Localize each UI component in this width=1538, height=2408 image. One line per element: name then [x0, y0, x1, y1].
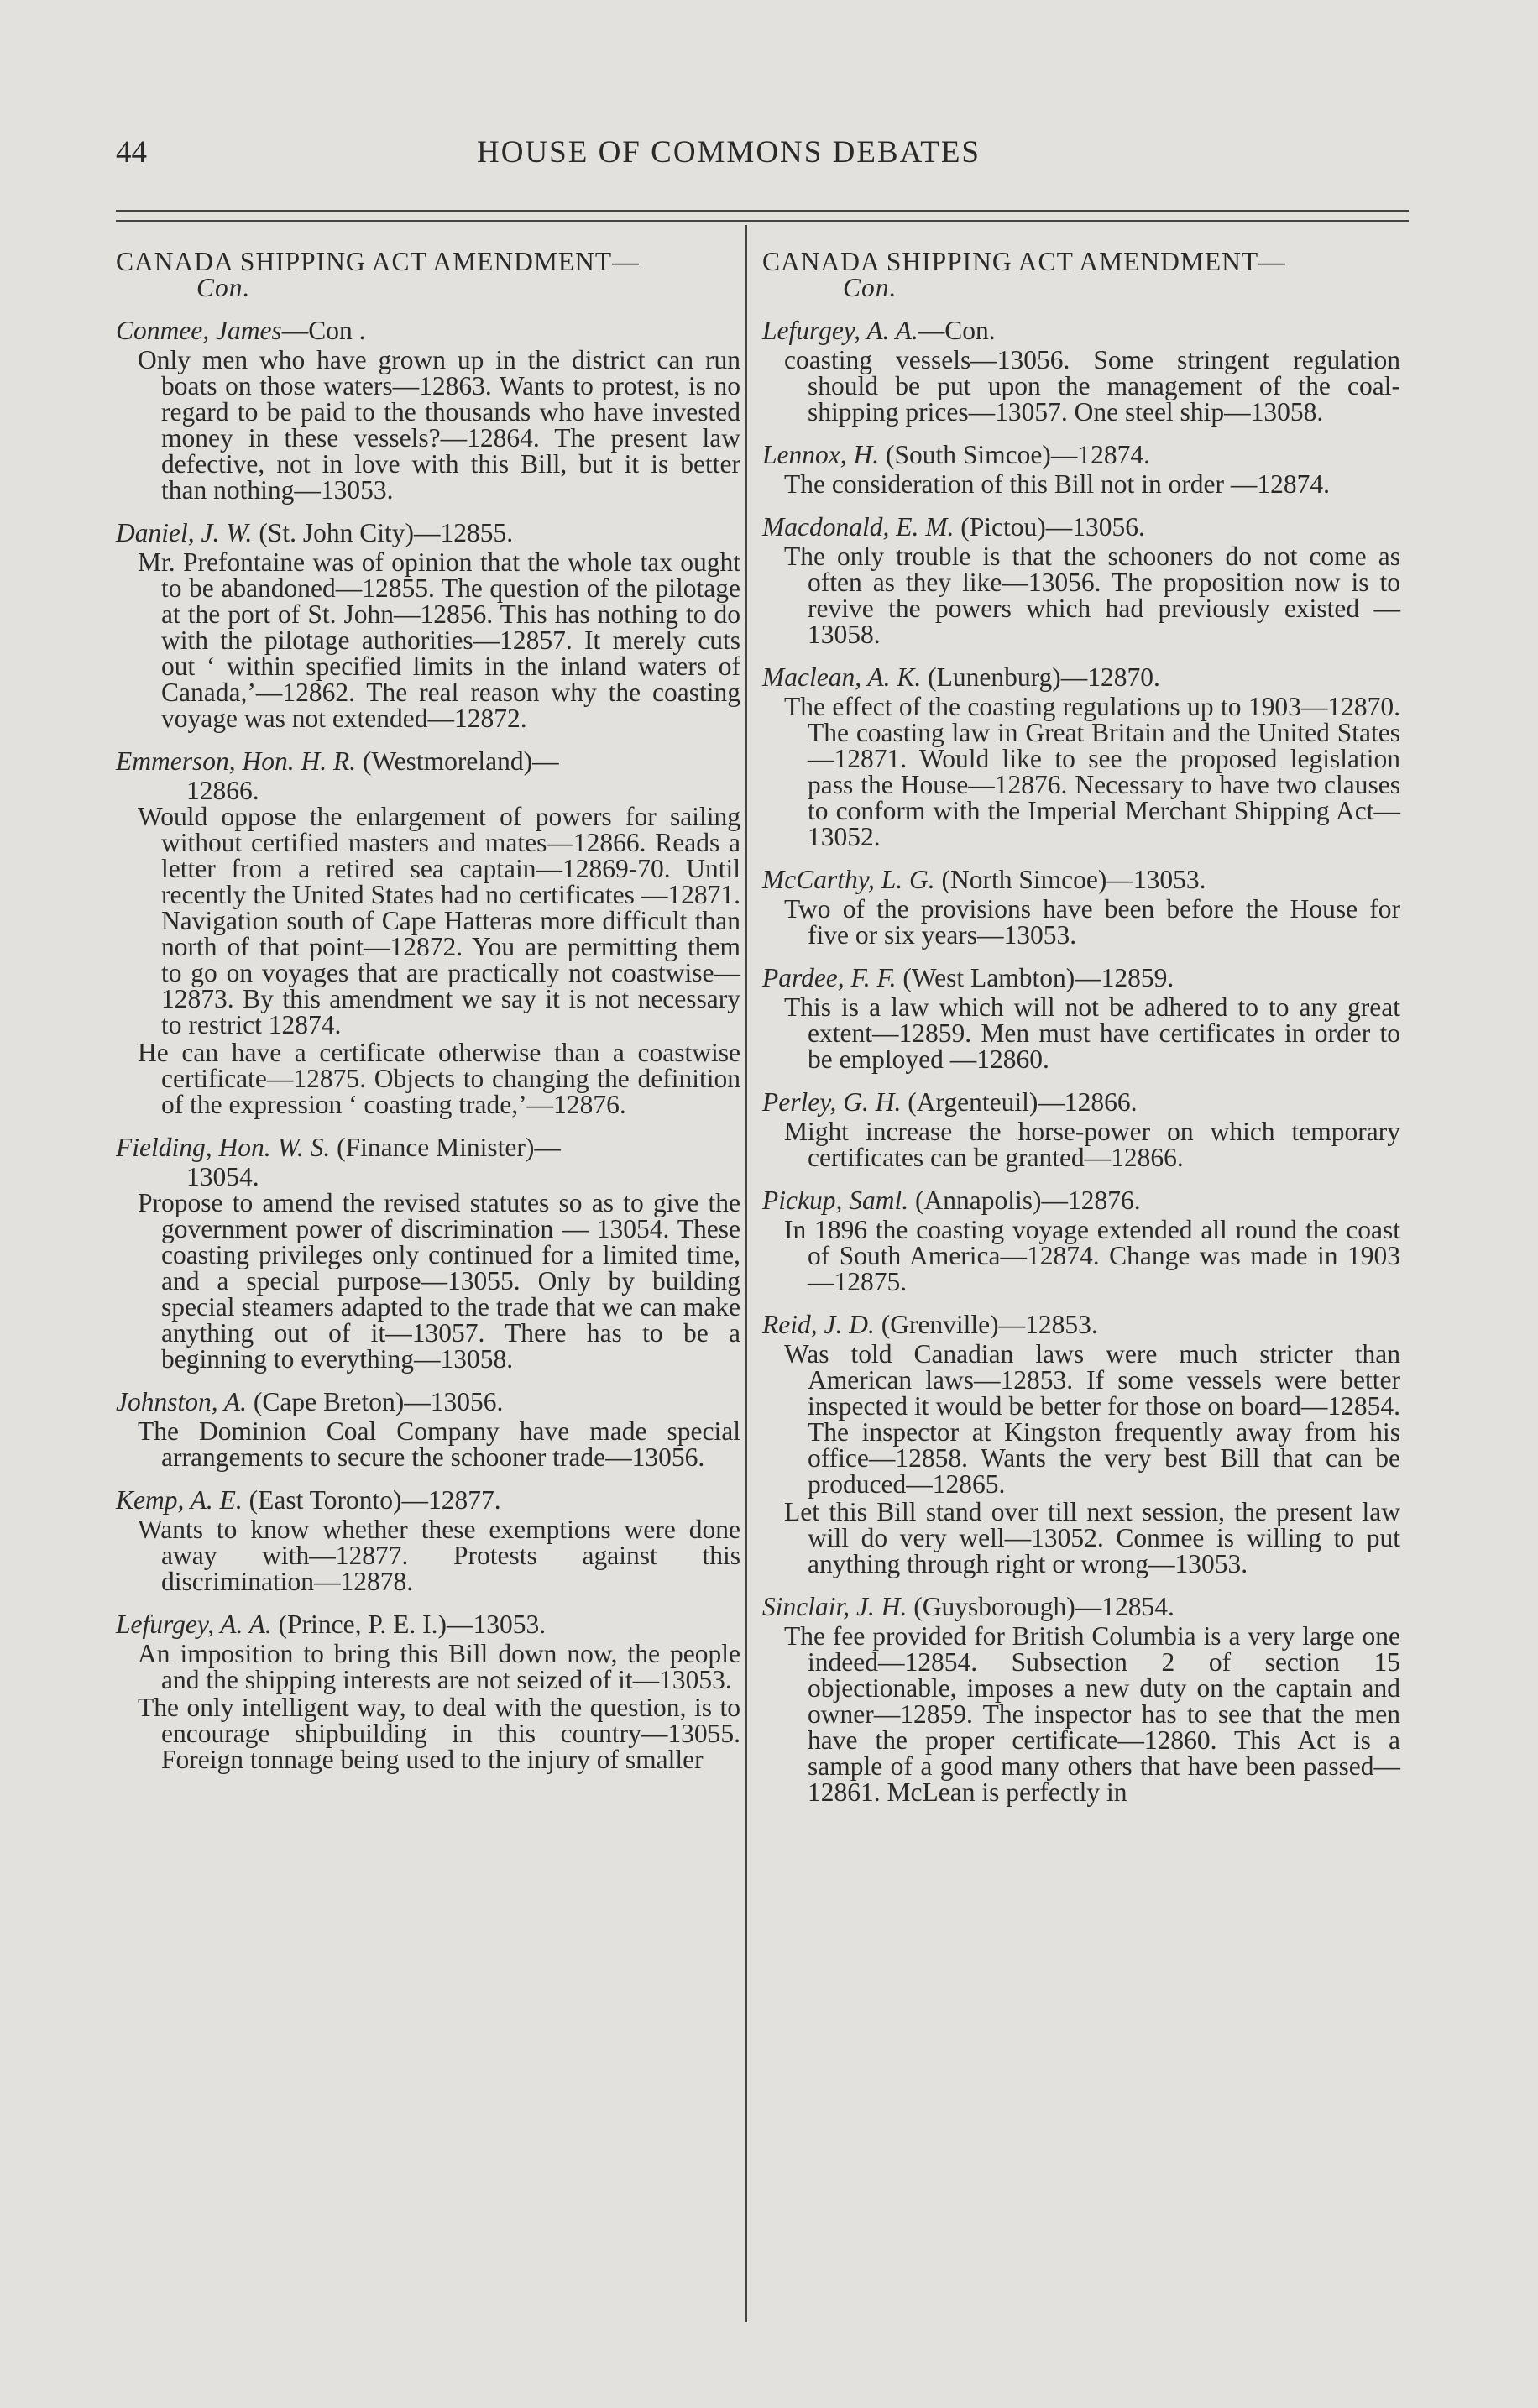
- entry-heading: [116, 748, 740, 774]
- index-entry: [762, 317, 1400, 425]
- index-entry: [116, 317, 740, 503]
- entry-text: Propose to amend the revised statutes so as to give the government power of discrimination — 13054. These coasting privileges only continued for a limited time, and a special purpose—13055. Only by building special steamers adapted to the trade that we can make anything out of it—13057. There has to be a beginning to everything—13058.: [138, 1188, 740, 1374]
- section-heading: CANADA SHIPPING ACT AMENDMENT— Con.: [116, 247, 640, 302]
- entry-text: The fee provided for British Columbia is a very large one indeed—12854. Subsection 2 of section 15 objectionable, imposes a new duty on the captain and owner—12859. The inspector has to see that the men have the proper certificate—12860. This Act is a sample of a good many others that have been passed—12861. McLean is perfectly in: [784, 1621, 1400, 1807]
- member-name: Reid, J. D.: [762, 1310, 875, 1339]
- member-name: Sinclair, J. H.: [762, 1592, 908, 1621]
- member-name: Kemp, A. E.: [116, 1485, 243, 1515]
- member-details: (West Lambton)—12859.: [896, 963, 1174, 992]
- entry-heading: [762, 1089, 1400, 1115]
- member-details-continued: 13054.: [186, 1162, 259, 1191]
- entry-text: The consideration of this Bill not in order —12874.: [784, 469, 1331, 499]
- entry-text: Would oppose the enlargement of powers for sailing without certified masters and mates—12866. Reads a letter from a retired sea captain—12869-70. Until recently the United States had no certificates —12871. Navigation south of Cape Hatteras more difficult than north of that point—12872. You are permitting them to go on voyages that are practically not coastwise—12873. By this amendment we say it is not necessary to restrict 12874.: [138, 802, 740, 1039]
- member-name: Perley, G. H.: [762, 1087, 902, 1117]
- member-details: (St. John City)—12855.: [252, 518, 514, 547]
- member-details: (South Simcoe)—12874.: [879, 440, 1150, 469]
- member-name: Maclean, A. K.: [762, 662, 922, 692]
- member-details: (Guysborough)—12854.: [907, 1592, 1174, 1621]
- entry-text: In 1896 the coasting voyage extended all round the coast of South America—12874. Change was made in 1903—12875.: [784, 1215, 1400, 1296]
- member-name: Johnston, A.: [116, 1387, 248, 1416]
- member-details: (Lunenburg)—12870.: [921, 662, 1160, 692]
- index-entry: [116, 520, 740, 731]
- header-rule-bottom: [116, 220, 1409, 222]
- entry-heading: [762, 442, 1400, 468]
- entry-text: Might increase the horse-power on which temporary certificates can be granted—12866.: [784, 1117, 1400, 1172]
- member-name: Lefurgey, A. A.: [762, 316, 918, 345]
- member-name: Pardee, F. F.: [762, 963, 897, 992]
- member-name: Emmerson, Hon. H. R.: [116, 746, 357, 776]
- member-name: Fielding, Hon. W. S.: [116, 1133, 331, 1162]
- member-details: (Westmoreland)—: [356, 746, 559, 776]
- entry-text: He can have a certificate otherwise than a coastwise certificate—12875. Objects to changing the definition of the expression ‘ coasting trade,’—12876.: [138, 1038, 740, 1119]
- index-entry: [762, 514, 1400, 647]
- member-details: (North Simcoe)—13053.: [934, 865, 1206, 894]
- page-number: 44: [116, 135, 147, 170]
- column-divider: [745, 225, 747, 2322]
- member-name: Pickup, Saml.: [762, 1186, 909, 1215]
- entry-heading: [116, 317, 740, 343]
- entry-heading: [762, 866, 1400, 893]
- member-details: (East Toronto)—12877.: [242, 1485, 501, 1515]
- entry-heading: [762, 1311, 1400, 1337]
- index-entry: [762, 442, 1400, 497]
- index-entry: [762, 965, 1400, 1072]
- entry-text: The Dominion Coal Company have made special arrangements to secure the schooner trade—13056.: [138, 1416, 740, 1472]
- entry-text: Two of the provisions have been before the House for five or six years—13053.: [784, 894, 1400, 950]
- entry-text: Let this Bill stand over till next session, the present law will do very well—13052. Conmee is willing to put anything through right or wrong—13053.: [784, 1497, 1400, 1578]
- index-entry: [116, 1389, 740, 1470]
- entry-text: The only trouble is that the schooners do not come as often as they like—13056. The proposition now is to revive the powers which had previously existed —13058.: [784, 542, 1400, 649]
- member-details: (Pictou)—13056.: [954, 512, 1145, 542]
- index-entry: [116, 1487, 740, 1594]
- member-details: (Finance Minister)—: [330, 1133, 561, 1162]
- entry-text: Was told Canadian laws were much stricter than American laws—12853. If some vessels were better inspected it would be better for those on board—12854. The inspector at Kingston frequently away from his office—12858. Wants the very best Bill that can be produced—12865.: [784, 1339, 1400, 1499]
- entry-text: This is a law which will not be adhered to to any great extent—12859. Men must have certificates in order to be employed —12860.: [784, 992, 1400, 1074]
- entry-text: An imposition to bring this Bill down now, the people and the shipping interests are not seized of it—13053.: [138, 1639, 740, 1694]
- entry-text: The only intelligent way, to deal with the question, is to encourage shipbuilding in this country—13055. Foreign tonnage being used to the injury of smaller: [138, 1693, 740, 1774]
- member-details: (Annapolis)—12876.: [908, 1186, 1141, 1215]
- member-name: Lennox, H.: [762, 440, 880, 469]
- member-details: —Con .: [281, 316, 366, 345]
- member-name: McCarthy, L. G.: [762, 865, 935, 894]
- index-entry: [762, 1594, 1400, 1805]
- left-column: [116, 249, 740, 1774]
- member-details: (Grenville)—12853.: [874, 1310, 1098, 1339]
- index-entry: [762, 866, 1400, 948]
- entry-heading: [116, 1611, 740, 1637]
- entry-heading: [762, 514, 1400, 540]
- entry-heading: [762, 1187, 1400, 1213]
- member-details: (Argenteuil)—12866.: [901, 1087, 1138, 1117]
- entry-heading: [116, 520, 740, 546]
- entry-heading: [116, 1389, 740, 1415]
- index-entry: [116, 1134, 740, 1372]
- page-header: [116, 134, 1409, 181]
- index-entry: [762, 1187, 1400, 1295]
- index-entry: [762, 1311, 1400, 1577]
- entry-text: Only men who have grown up in the district can run boats on those waters—12863. Wants to protest, is no regard to be paid to the thousands who have invested money in these vessels?—12864. The present law defective, not in love with this Bill, but it is better than nothing—13053.: [138, 345, 740, 505]
- header-rule-top: [116, 210, 1409, 212]
- entry-heading: [762, 317, 1400, 343]
- section-heading: CANADA SHIPPING ACT AMENDMENT— Con.: [762, 247, 1286, 302]
- entry-heading: [762, 965, 1400, 991]
- member-name: Macdonald, E. M.: [762, 512, 955, 542]
- running-title: HOUSE OF COMMONS DEBATES: [477, 135, 981, 170]
- index-entry: [762, 664, 1400, 850]
- index-entry: [116, 1611, 740, 1772]
- entry-heading: [762, 664, 1400, 690]
- entry-heading: [762, 1594, 1400, 1620]
- entry-heading: [116, 1134, 740, 1160]
- entry-text: The effect of the coasting regulations up to 1903—12870. The coasting law in Great Britain and the United States—12871. Would like to see the proposed legislation pass the House—12876. Necessary to have two clauses to conform with the Imperial Merchant Shipping Act—13052.: [784, 692, 1400, 851]
- member-name: Lefurgey, A. A.: [116, 1610, 272, 1639]
- member-name: Conmee, James: [116, 316, 282, 345]
- entry-heading: [116, 1487, 740, 1513]
- member-name: Daniel, J. W.: [116, 518, 253, 547]
- index-entry: [116, 748, 740, 1118]
- entry-text: coasting vessels—13056. Some stringent regulation should be put upon the management of the coal-shipping prices—13057. One steel ship—13058.: [784, 345, 1400, 427]
- entry-text: Mr. Prefontaine was of opinion that the whole tax ought to be abandoned—12855. The question of the pilotage at the port of St. John—12856. This has nothing to do with the pilotage authorities—12857. It merely cuts out ‘ within specified limits in the inland waters of Canada,’—12862. The real reason why the coasting voyage was not extended—12872.: [138, 547, 740, 733]
- member-details: (Cape Breton)—13056.: [247, 1387, 504, 1416]
- member-details: —Con.: [918, 316, 996, 345]
- entry-text: Wants to know whether these exemptions were done away with—12877. Protests against this discrimination—12878.: [138, 1515, 740, 1596]
- right-column: [762, 249, 1400, 1807]
- member-details: (Prince, P. E. I.)—13053.: [271, 1610, 547, 1639]
- member-details-continued: 12866.: [186, 776, 259, 805]
- index-entry: [762, 1089, 1400, 1170]
